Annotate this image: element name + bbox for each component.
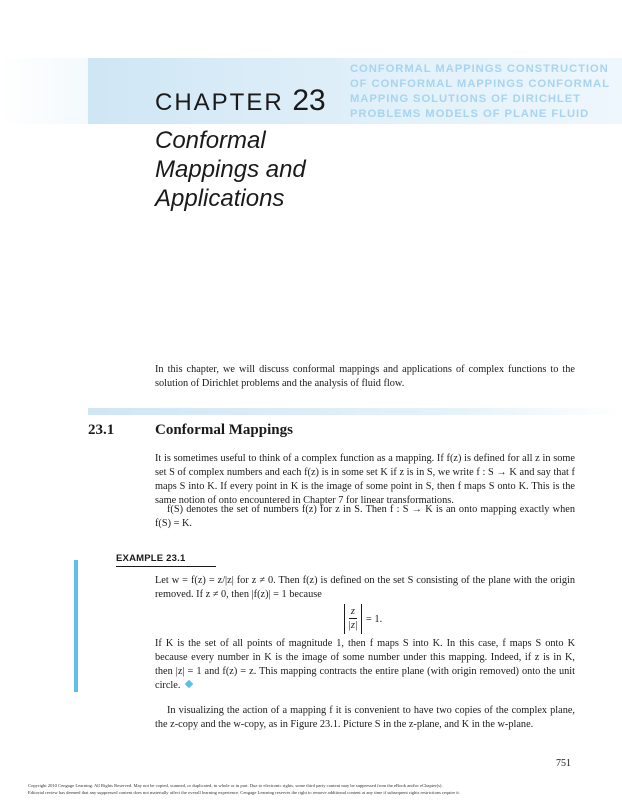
example-equation — [344, 604, 382, 634]
banner-topic-list — [350, 62, 622, 122]
chapter-title-line: Applications — [155, 185, 285, 212]
chapter-label — [155, 84, 326, 118]
end-of-example-icon — [185, 680, 193, 688]
copyright-line: Copyright 2010 Cengage Learning. All Rights Reserved. May not be copied, scanned, or duplicated, in whole or in part. Due to electronic rights, some third party content may be suppressed from the eBook and/or eChapter(s). — [28, 783, 443, 788]
example-accent-bar — [74, 560, 78, 692]
banner-line: PROBLEMS MODELS OF PLANE FLUID — [350, 108, 590, 120]
chapter-title-line: Mappings and — [155, 156, 306, 183]
banner-fade — [0, 58, 88, 124]
fraction-numerator: z — [350, 606, 355, 617]
equation-rhs: = 1. — [365, 613, 383, 625]
example-text — [155, 637, 575, 693]
banner-line: OF CONFORMAL MAPPINGS CONFORMAL — [350, 78, 610, 90]
body-paragraph: It is sometimes useful to think of a complex function as a mapping. If f(z) is defined for all z in some set S of complex numbers and each f(z) is in some set K if z is in S, we write f : S → K and say that f maps S into K. If every point in K is the image of some point in S, then f maps S onto K. This is the same notion of onto encountered in Chapter 7 for linear transformations. — [155, 453, 575, 506]
body-paragraph: f(S) denotes the set of numbers f(z) for z in S. Then f : S → K is an onto mapping exactly when f(S) = K. — [155, 504, 575, 529]
section-divider — [88, 408, 622, 415]
copyright-notice — [28, 782, 618, 796]
example-label: EXAMPLE 23.1 — [116, 553, 186, 564]
page-number: 751 — [556, 758, 571, 769]
abs-fraction — [344, 604, 362, 634]
chapter-title — [155, 126, 306, 213]
chapter-title-line: Conformal — [155, 127, 266, 154]
banner-line: MAPPING SOLUTIONS OF DIRICHLET — [350, 93, 581, 105]
chapter-intro: In this chapter, we will discuss conformal mappings and applications of complex functions to the solution of Dirichlet problems and the analysis of fluid flow. — [155, 364, 575, 389]
banner-line: CONFORMAL MAPPINGS CONSTRUCTION — [350, 63, 609, 75]
body-paragraph: In visualizing the action of a mapping f it is convenient to have two copies of the complex plane, the z-copy and the w-copy, as in Figure 23.1. Picture S in the z-plane, and K in the w-plane. — [155, 705, 575, 730]
example-text-body: If K is the set of all points of magnitude 1, then f maps S into K. In this case, f maps S onto K because every number in K is the image of some number under this mapping. Indeed, if z is in K, then |z| = 1 and f(z) = z. This mapping contracts the entire plane (with origin removed) onto the unit circle. — [155, 638, 575, 691]
chapter-number: 23 — [292, 84, 326, 117]
fraction-denominator: |z| — [348, 620, 358, 631]
chapter-word: CHAPTER — [155, 89, 284, 116]
section-number: 23.1 — [88, 422, 115, 438]
copyright-line: Editorial review has deemed that any suppressed content does not materially affect the overall learning experience. Cengage Learning reserves the right to remove additional content at any time if subsequent rights restrictions require it. — [28, 790, 460, 795]
example-underline — [116, 566, 216, 567]
example-text: Let w = f(z) = z/|z| for z ≠ 0. Then f(z) is defined on the set S consisting of the plane with the origin removed. If z ≠ 0, then |f(z)| = 1 because — [155, 575, 575, 600]
section-title: Conformal Mappings — [155, 422, 293, 438]
